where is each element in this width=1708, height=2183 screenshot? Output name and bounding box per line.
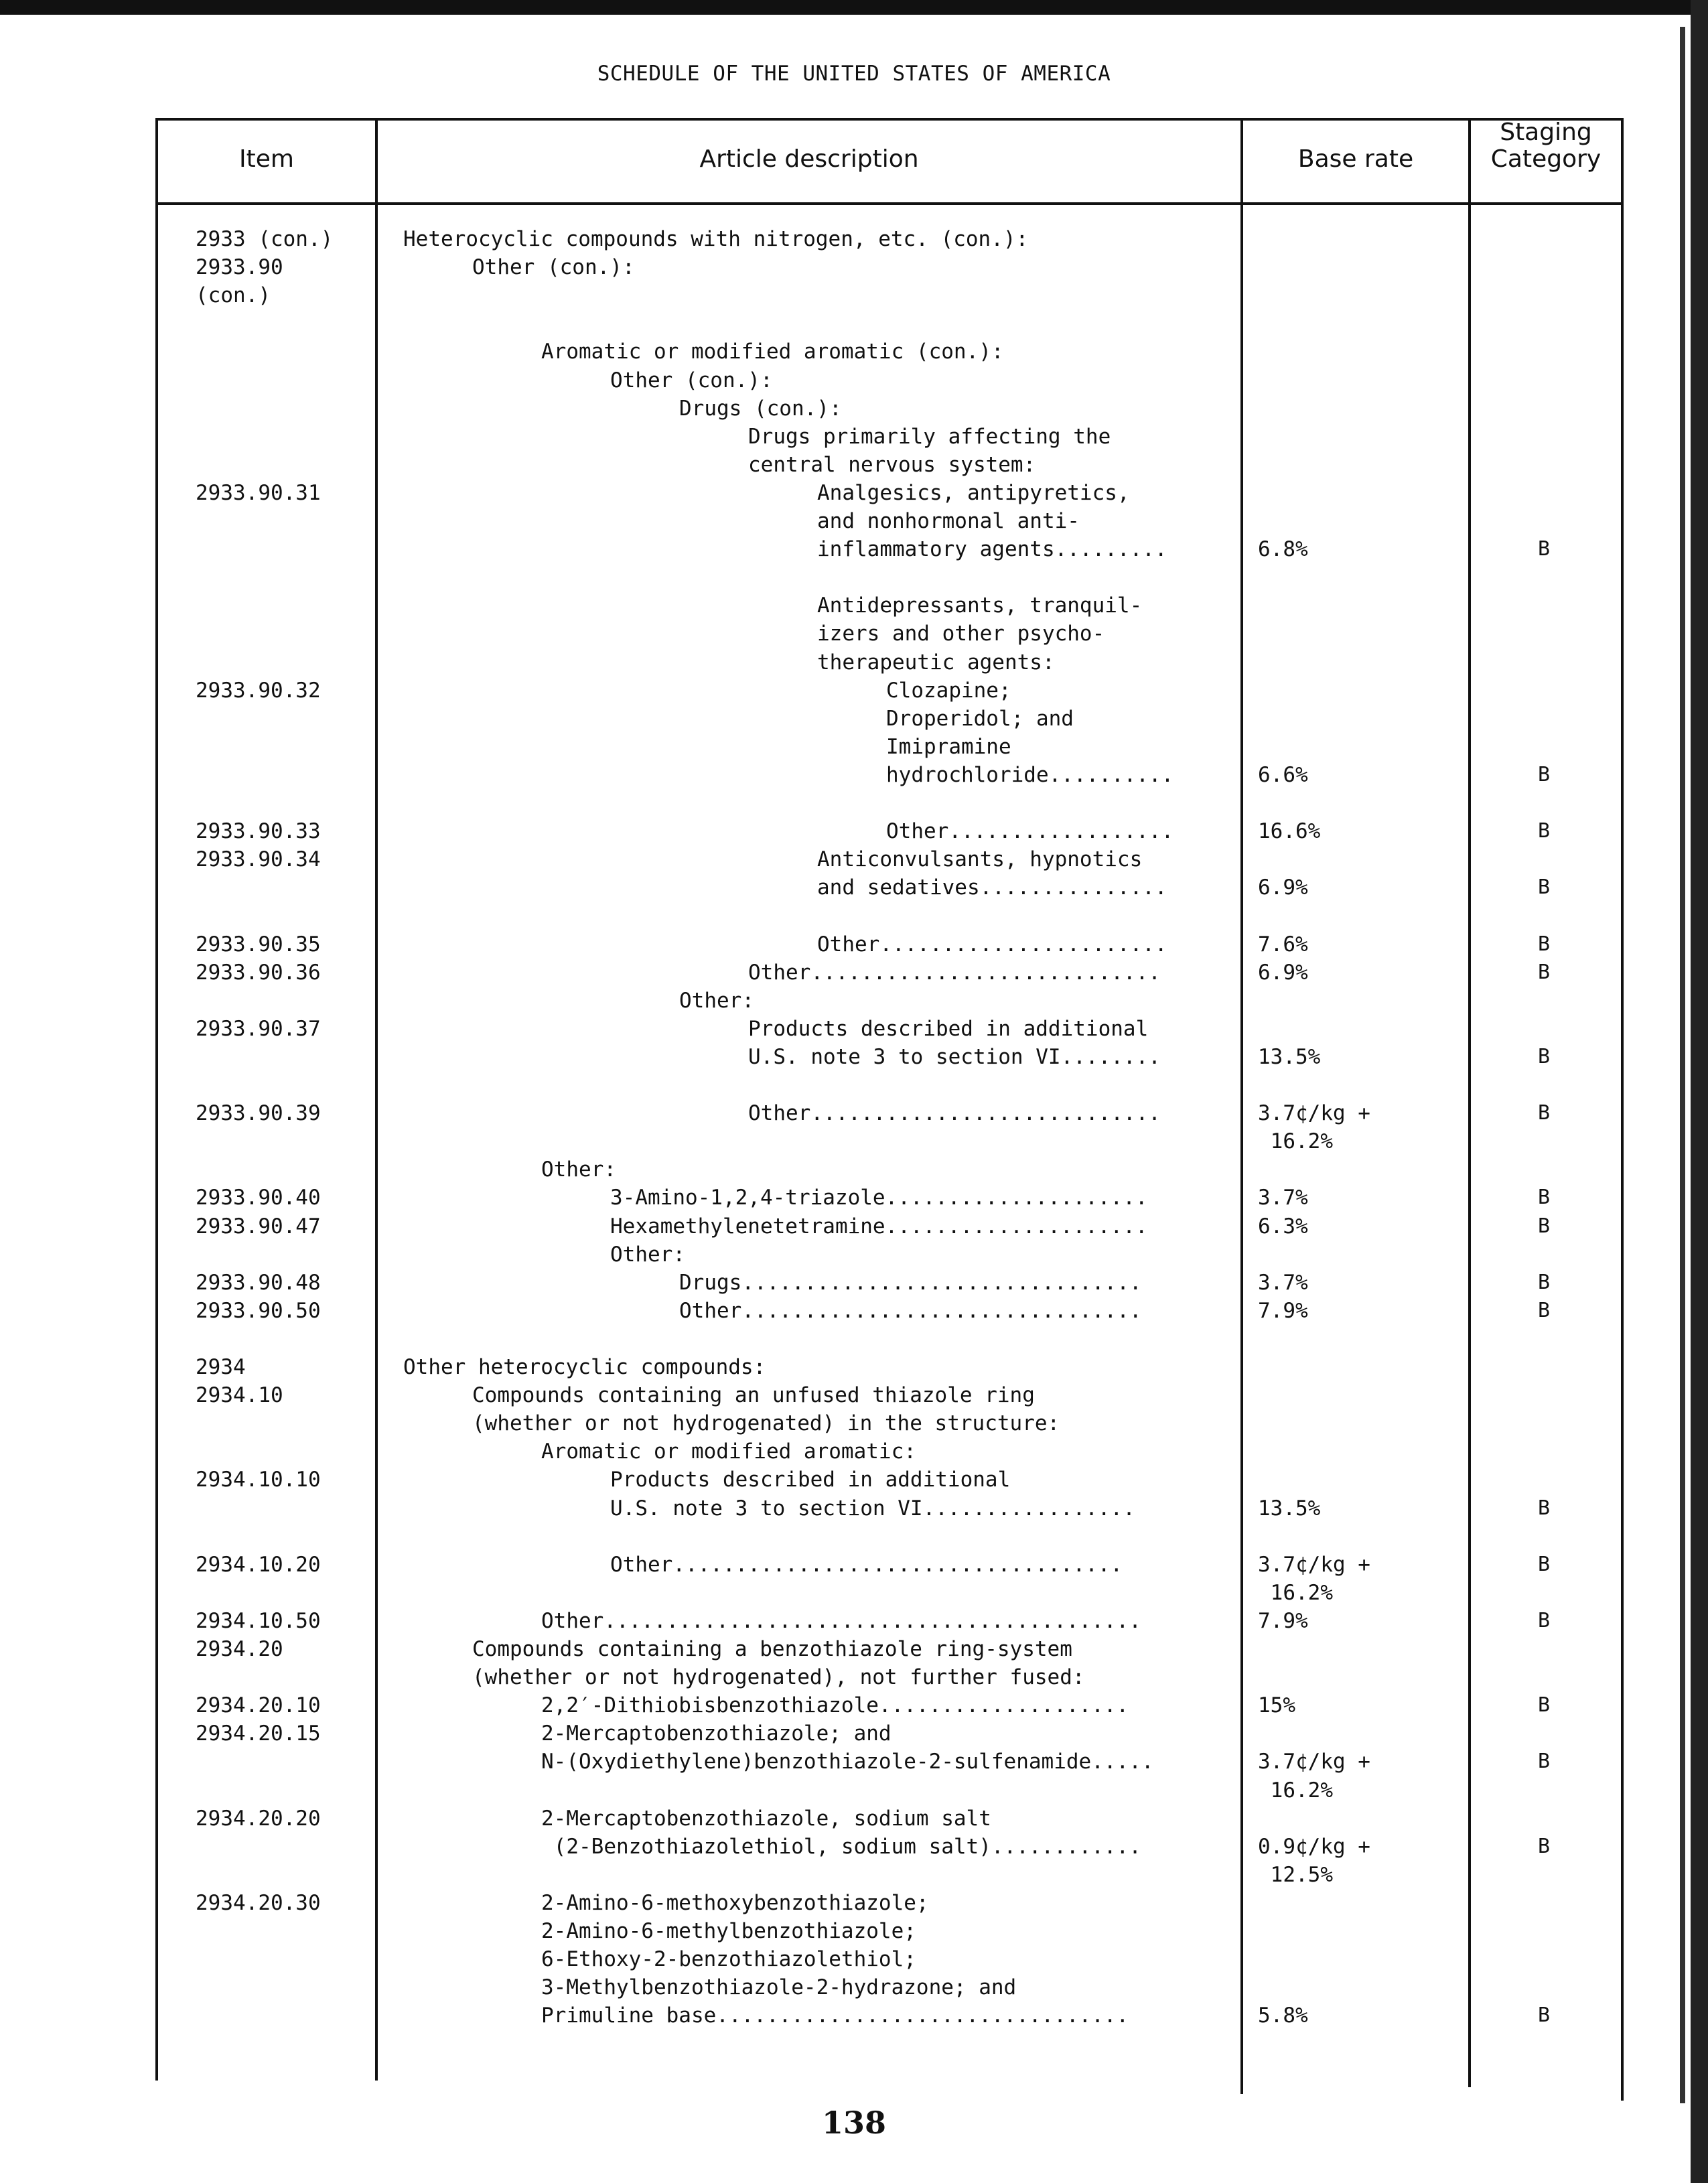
base-rate: 5.8%: [1258, 2003, 1308, 2028]
item-number: 2934.20.20: [196, 1807, 321, 1831]
staging-category: B: [1538, 2003, 1551, 2027]
item-number: 2933.90.40: [196, 1186, 321, 1210]
item-number: 2934.20: [196, 1637, 283, 1661]
article-description: Aromatic or modified aromatic:: [541, 1439, 916, 1464]
article-description: Products described in additional: [610, 1468, 1011, 1492]
base-rate: 12.5%: [1258, 1863, 1333, 1887]
article-description: Other heterocyclic compounds:: [403, 1355, 766, 1379]
base-rate: 7.6%: [1258, 932, 1308, 957]
staging-category: B: [1538, 1101, 1551, 1125]
header-staging-line1: Staging: [1500, 119, 1592, 146]
article-description: 3-Amino-1,2,4-triazole.....................: [610, 1186, 1148, 1210]
article-description: Compounds containing a benzothiazole ring-system: [472, 1637, 1072, 1661]
article-description: Other...........................................: [541, 1609, 1141, 1633]
table-left-border: [155, 118, 158, 2081]
staging-category: B: [1538, 1186, 1551, 1209]
article-description: 2,2′-Dithiobisbenzothiazole....................: [541, 1693, 1129, 1717]
staging-category: B: [1538, 1835, 1551, 1858]
base-rate: 6.9%: [1258, 961, 1308, 985]
article-description: Imipramine: [886, 735, 1011, 759]
article-description: Primuline base.................................: [541, 2003, 1129, 2028]
column-divider-item: [375, 118, 378, 2081]
item-number: 2934.10.50: [196, 1609, 321, 1633]
article-description: (whether or not hydrogenated), not further fused:: [472, 1665, 1085, 1689]
item-number: 2933.90.33: [196, 819, 321, 843]
article-description: Drugs (con.):: [679, 397, 842, 421]
item-number: 2934.10.10: [196, 1468, 321, 1492]
item-number: 2934: [196, 1355, 246, 1379]
article-description: Other:: [541, 1157, 616, 1182]
article-description: N-(Oxydiethylene)benzothiazole-2-sulfenamide.....: [541, 1750, 1154, 1774]
staging-category: B: [1538, 819, 1551, 843]
item-number: 2933.90.39: [196, 1101, 321, 1125]
article-description: Aromatic or modified aromatic (con.):: [541, 340, 1004, 364]
staging-category: B: [1538, 1045, 1551, 1068]
article-description: 3-Methylbenzothiazole-2-hydrazone; and: [541, 1975, 1017, 1999]
article-description: inflammatory agents.........: [817, 537, 1167, 561]
base-rate: 7.9%: [1258, 1609, 1308, 1633]
staging-category: B: [1538, 932, 1551, 956]
base-rate: 6.3%: [1258, 1214, 1308, 1239]
staging-category: B: [1538, 1693, 1551, 1717]
base-rate: 6.8%: [1258, 537, 1308, 561]
staging-category: B: [1538, 1496, 1551, 1520]
staging-category: B: [1538, 961, 1551, 984]
column-divider-description: [1240, 118, 1243, 2094]
item-number: 2933 (con.): [196, 227, 334, 251]
article-description: (2-Benzothiazolethiol, sodium salt)............: [541, 1835, 1141, 1859]
article-description: central nervous system:: [748, 453, 1036, 477]
item-number: 2933.90.47: [196, 1214, 321, 1239]
item-number: 2933.90.50: [196, 1299, 321, 1323]
staging-category: B: [1538, 1750, 1551, 1773]
base-rate: 16.2%: [1258, 1129, 1333, 1153]
article-description: U.S. note 3 to section VI........: [748, 1045, 1161, 1069]
header-article-description: Article description: [699, 145, 919, 173]
base-rate: 3.7¢/kg +: [1258, 1101, 1370, 1125]
article-description: Anticonvulsants, hypnotics: [817, 847, 1143, 871]
article-description: 6-Ethoxy-2-benzothiazolethiol;: [541, 1947, 916, 1971]
item-number: 2934.20.30: [196, 1891, 321, 1915]
article-description: Products described in additional: [748, 1017, 1149, 1041]
article-description: therapeutic agents:: [817, 650, 1055, 675]
item-number: 2933.90.48: [196, 1271, 321, 1295]
article-description: 2-Mercaptobenzothiazole; and: [541, 1721, 892, 1746]
item-number: (con.): [196, 283, 271, 307]
column-divider-rate: [1468, 118, 1471, 2087]
staging-category: B: [1538, 1299, 1551, 1322]
base-rate: 16.2%: [1258, 1581, 1333, 1605]
article-description: Drugs primarily affecting the: [748, 425, 1111, 449]
article-description: Other (con.):: [472, 255, 635, 279]
article-description: izers and other psycho-: [817, 622, 1105, 646]
page-title: SCHEDULE OF THE UNITED STATES OF AMERICA: [597, 62, 1111, 86]
article-description: Other.......................: [817, 932, 1167, 957]
article-description: Other:: [679, 989, 754, 1013]
staging-category: B: [1538, 1609, 1551, 1632]
item-number: 2933.90.36: [196, 961, 321, 985]
article-description: and sedatives...............: [817, 875, 1167, 900]
article-description: Other............................: [748, 961, 1161, 985]
item-number: 2933.90.35: [196, 932, 321, 957]
item-number: 2933.90: [196, 255, 283, 279]
article-description: Analgesics, antipyretics,: [817, 481, 1130, 505]
staging-category: B: [1538, 1271, 1551, 1294]
article-description: Clozapine;: [886, 679, 1011, 703]
base-rate: 3.7¢/kg +: [1258, 1553, 1370, 1577]
base-rate: 6.9%: [1258, 875, 1308, 900]
staging-category: B: [1538, 875, 1551, 899]
staging-category: B: [1538, 1553, 1551, 1576]
item-number: 2934.20.15: [196, 1721, 321, 1746]
header-staging-category: [1471, 119, 1621, 172]
item-number: 2934.20.10: [196, 1693, 321, 1717]
article-description: Other................................: [679, 1299, 1142, 1323]
base-rate: 6.6%: [1258, 763, 1308, 787]
article-description: and nonhormonal anti-: [817, 509, 1080, 533]
header-staging-line2: Category: [1490, 145, 1602, 173]
header-base-rate: Base rate: [1297, 145, 1414, 173]
article-description: Droperidol; and: [886, 707, 1074, 731]
article-description: Other:: [610, 1243, 685, 1267]
article-description: 2-Mercaptobenzothiazole, sodium salt: [541, 1807, 991, 1831]
staging-category: B: [1538, 537, 1551, 561]
item-number: 2933.90.34: [196, 847, 321, 871]
article-description: Heterocyclic compounds with nitrogen, etc. (con.):: [403, 227, 1029, 251]
base-rate: 13.5%: [1258, 1496, 1321, 1521]
page-number: 138: [821, 2105, 887, 2141]
base-rate: 3.7¢/kg +: [1258, 1750, 1370, 1774]
header-item: Item: [239, 145, 294, 173]
staging-category: B: [1538, 763, 1551, 786]
article-description: Other..................: [886, 819, 1174, 843]
staging-category: B: [1538, 1214, 1551, 1238]
base-rate: 15%: [1258, 1693, 1295, 1717]
scan-top-border: [0, 0, 1708, 15]
base-rate: 3.7%: [1258, 1271, 1308, 1295]
scan-binding-edge: [1680, 27, 1685, 2103]
item-number: 2934.10: [196, 1383, 283, 1407]
item-number: 2933.90.32: [196, 679, 321, 703]
article-description: Hexamethylenetetramine.....................: [610, 1214, 1148, 1239]
base-rate: 3.7%: [1258, 1186, 1308, 1210]
article-description: (whether or not hydrogenated) in the structure:: [472, 1411, 1060, 1435]
item-number: 2934.10.20: [196, 1553, 321, 1577]
article-description: Other (con.):: [610, 368, 773, 393]
article-description: hydrochloride..........: [886, 763, 1174, 787]
base-rate: 16.2%: [1258, 1778, 1333, 1803]
article-description: Antidepressants, tranquil-: [817, 593, 1143, 618]
article-description: Drugs................................: [679, 1271, 1142, 1295]
article-description: 2-Amino-6-methoxybenzothiazole;: [541, 1891, 929, 1915]
item-number: 2933.90.31: [196, 481, 321, 505]
base-rate: 13.5%: [1258, 1045, 1321, 1069]
base-rate: 7.9%: [1258, 1299, 1308, 1323]
base-rate: 0.9¢/kg +: [1258, 1835, 1370, 1859]
article-description: 2-Amino-6-methylbenzothiazole;: [541, 1919, 916, 1943]
item-number: 2933.90.37: [196, 1017, 321, 1041]
article-description: Compounds containing an unfused thiazole ring: [472, 1383, 1035, 1407]
table-right-border: [1621, 118, 1624, 2101]
article-description: U.S. note 3 to section VI.................: [610, 1496, 1135, 1521]
base-rate: 16.6%: [1258, 819, 1321, 843]
scan-right-border: [1691, 0, 1708, 2183]
article-description: Other............................: [748, 1101, 1161, 1125]
article-description: Other....................................: [610, 1553, 1123, 1577]
